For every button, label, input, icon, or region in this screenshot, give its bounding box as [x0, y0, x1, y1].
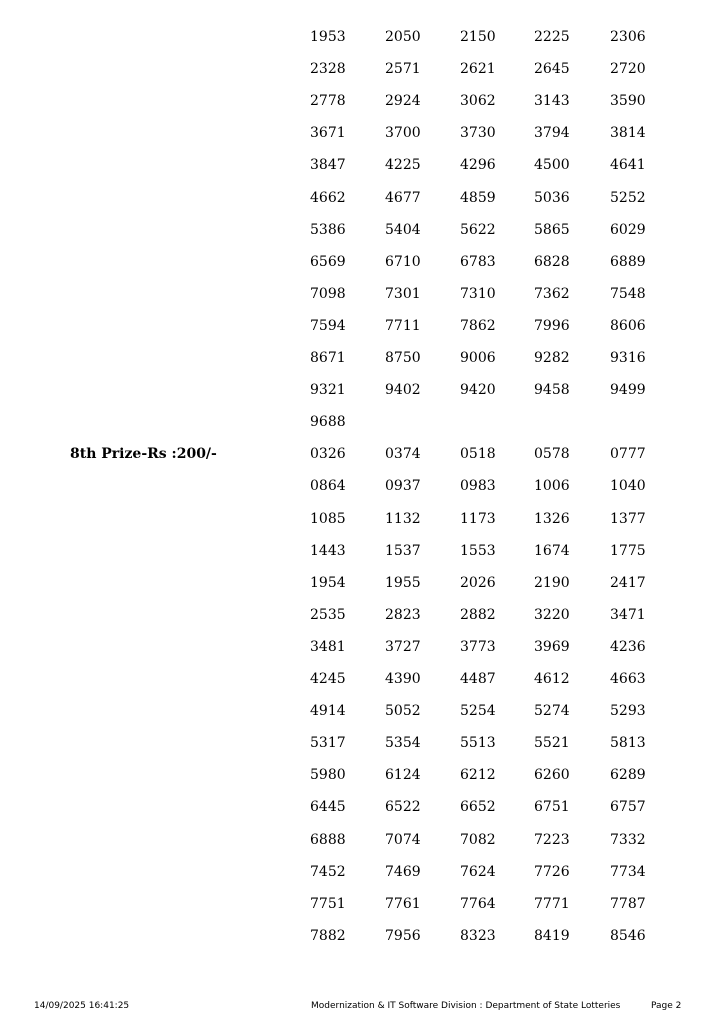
number-row	[0, 413, 724, 445]
ticket-number: 1006	[534, 478, 570, 495]
ticket-number: 5813	[610, 735, 646, 752]
ticket-number: 5521	[534, 735, 570, 752]
number-row	[0, 606, 724, 638]
ticket-number: 7787	[610, 895, 646, 912]
ticket-number: 4225	[385, 157, 421, 174]
number-row	[0, 702, 724, 734]
ticket-number: 5513	[460, 735, 496, 752]
ticket-number: 3814	[610, 125, 646, 142]
ticket-number: 5865	[534, 221, 570, 238]
ticket-number: 4662	[310, 189, 346, 206]
ticket-number: 0777	[610, 446, 646, 463]
ticket-number: 1674	[534, 542, 570, 559]
ticket-number: 5036	[534, 189, 570, 206]
ticket-number: 7734	[610, 863, 646, 880]
ticket-number: 1537	[385, 542, 421, 559]
ticket-number: 6445	[310, 799, 346, 816]
ticket-number: 4500	[534, 157, 570, 174]
ticket-number: 2306	[610, 29, 646, 45]
ticket-number: 7862	[460, 317, 496, 334]
ticket-number: 3727	[385, 638, 421, 655]
ticket-number: 4677	[385, 189, 421, 206]
ticket-number: 6522	[385, 799, 421, 816]
ticket-number: 9420	[460, 382, 496, 399]
ticket-number: 2026	[460, 574, 496, 591]
ticket-number: 1443	[310, 542, 346, 559]
number-row	[0, 766, 724, 798]
ticket-number: 9402	[385, 382, 421, 399]
ticket-number: 3143	[534, 93, 570, 110]
ticket-number: 7996	[534, 317, 570, 334]
ticket-number: 2150	[460, 29, 496, 45]
prize-label: 8th Prize-Rs :200/-	[70, 446, 217, 463]
ticket-number: 1953	[310, 29, 346, 45]
number-row	[0, 317, 724, 349]
ticket-number: 7882	[310, 927, 346, 944]
ticket-number: 3062	[460, 93, 496, 110]
ticket-number: 2645	[534, 61, 570, 78]
number-row	[0, 863, 724, 895]
number-row	[0, 734, 724, 766]
number-row	[0, 574, 724, 606]
number-row	[0, 189, 724, 221]
ticket-number: 3471	[610, 606, 646, 623]
ticket-number: 2924	[385, 93, 421, 110]
ticket-number: 4245	[310, 671, 346, 687]
ticket-number: 0578	[534, 446, 570, 463]
ticket-number: 1775	[610, 542, 646, 559]
ticket-number: 4296	[460, 157, 496, 174]
ticket-number: 6828	[534, 253, 570, 270]
ticket-number: 5622	[460, 221, 496, 238]
ticket-number: 0518	[460, 446, 496, 463]
ticket-number: 7074	[385, 831, 421, 848]
number-row	[0, 477, 724, 509]
ticket-number: 2535	[310, 606, 346, 623]
ticket-number: 2225	[534, 29, 570, 45]
ticket-number: 5980	[310, 767, 346, 784]
ticket-number: 2823	[385, 606, 421, 623]
ticket-number: 7771	[534, 895, 570, 912]
ticket-number: 8671	[310, 350, 346, 366]
ticket-number: 1085	[310, 510, 346, 527]
ticket-number: 9688	[310, 414, 346, 431]
ticket-number: 2778	[310, 93, 346, 110]
ticket-number: 2720	[610, 61, 646, 78]
number-row	[0, 124, 724, 156]
number-row	[0, 221, 724, 253]
ticket-number: 0983	[460, 478, 496, 495]
ticket-number: 6029	[610, 221, 646, 238]
ticket-number: 1132	[385, 510, 421, 527]
ticket-number: 5293	[610, 703, 646, 720]
ticket-number: 7362	[534, 285, 570, 302]
ticket-number: 2571	[385, 61, 421, 78]
page-footer	[0, 998, 724, 1014]
ticket-number: 5254	[460, 703, 496, 720]
ticket-number: 5317	[310, 735, 346, 752]
ticket-number: 7098	[310, 285, 346, 302]
ticket-number: 7761	[385, 895, 421, 912]
ticket-number: 9499	[610, 382, 646, 399]
ticket-number: 7764	[460, 895, 496, 912]
ticket-number: 6652	[460, 799, 496, 816]
ticket-number: 5404	[385, 221, 421, 238]
ticket-number: 6289	[610, 767, 646, 784]
ticket-number: 5052	[385, 703, 421, 720]
ticket-number: 6710	[385, 253, 421, 270]
ticket-number: 7594	[310, 317, 346, 334]
ticket-number: 7624	[460, 863, 496, 880]
ticket-number: 7711	[385, 317, 421, 334]
ticket-number: 1955	[385, 574, 421, 591]
number-row	[0, 895, 724, 927]
ticket-number: 6889	[610, 253, 646, 270]
ticket-number: 7956	[385, 927, 421, 944]
ticket-number: 3481	[310, 638, 346, 655]
ticket-number: 7310	[460, 285, 496, 302]
ticket-number: 5274	[534, 703, 570, 720]
ticket-number: 9006	[460, 350, 496, 366]
number-row	[0, 156, 724, 188]
number-row	[0, 510, 724, 542]
ticket-number: 2328	[310, 61, 346, 78]
ticket-number: 4236	[610, 638, 646, 655]
number-row	[0, 670, 724, 702]
ticket-number: 7301	[385, 285, 421, 302]
ticket-number: 9282	[534, 350, 570, 366]
ticket-number: 7452	[310, 863, 346, 880]
ticket-number: 1954	[310, 574, 346, 591]
ticket-number: 0374	[385, 446, 421, 463]
number-row	[0, 927, 724, 959]
number-row	[0, 381, 724, 413]
ticket-number: 8323	[460, 927, 496, 944]
ticket-number: 6260	[534, 767, 570, 784]
ticket-number: 1326	[534, 510, 570, 527]
number-row	[0, 253, 724, 285]
ticket-number: 2621	[460, 61, 496, 78]
ticket-number: 6783	[460, 253, 496, 270]
number-row	[0, 831, 724, 863]
ticket-number: 2190	[534, 574, 570, 591]
ticket-number: 4914	[310, 703, 346, 720]
ticket-number: 4487	[460, 671, 496, 687]
ticket-number: 1553	[460, 542, 496, 559]
ticket-number: 0937	[385, 478, 421, 495]
ticket-number: 4663	[610, 671, 646, 687]
ticket-number: 6569	[310, 253, 346, 270]
ticket-number: 3700	[385, 125, 421, 142]
number-row	[0, 542, 724, 574]
ticket-number: 3590	[610, 93, 646, 110]
ticket-number: 5354	[385, 735, 421, 752]
number-row	[0, 798, 724, 830]
ticket-number: 3730	[460, 125, 496, 142]
number-row	[0, 28, 724, 60]
ticket-number: 7082	[460, 831, 496, 848]
ticket-number: 2882	[460, 606, 496, 623]
number-row	[0, 638, 724, 670]
ticket-number: 9321	[310, 382, 346, 399]
number-row	[0, 349, 724, 381]
ticket-number: 6124	[385, 767, 421, 784]
ticket-number: 3794	[534, 125, 570, 142]
ticket-number: 6888	[310, 831, 346, 848]
ticket-number: 1173	[460, 510, 496, 527]
ticket-number: 7548	[610, 285, 646, 302]
number-row	[0, 445, 724, 477]
ticket-number: 8606	[610, 317, 646, 334]
ticket-number: 3671	[310, 125, 346, 142]
ticket-number: 7223	[534, 831, 570, 848]
ticket-number: 1040	[610, 478, 646, 495]
ticket-number: 0864	[310, 478, 346, 495]
ticket-number: 4859	[460, 189, 496, 206]
ticket-number: 3220	[534, 606, 570, 623]
number-row	[0, 285, 724, 317]
number-row	[0, 60, 724, 92]
ticket-number: 3773	[460, 638, 496, 655]
ticket-number: 4641	[610, 157, 646, 174]
footer-organization: Modernization & IT Software Division : Department of State Lotteries	[311, 1001, 621, 1011]
ticket-number: 3969	[534, 638, 570, 655]
ticket-number: 3847	[310, 157, 346, 174]
ticket-number: 9458	[534, 382, 570, 399]
ticket-number: 8419	[534, 927, 570, 944]
ticket-number: 8750	[385, 350, 421, 366]
ticket-number: 4612	[534, 671, 570, 687]
footer-datetime: 14/09/2025 16:41:25	[34, 1001, 130, 1011]
ticket-number: 8546	[610, 927, 646, 944]
ticket-number: 7751	[310, 895, 346, 912]
ticket-number: 5252	[610, 189, 646, 206]
ticket-number: 7469	[385, 863, 421, 880]
ticket-number: 5386	[310, 221, 346, 238]
ticket-number: 2417	[610, 574, 646, 591]
ticket-number: 6212	[460, 767, 496, 784]
ticket-number: 4390	[385, 671, 421, 687]
ticket-number: 6757	[610, 799, 646, 816]
ticket-number: 1377	[610, 510, 646, 527]
number-row	[0, 92, 724, 124]
footer-page-number: Page 2	[651, 1001, 682, 1011]
ticket-number: 7726	[534, 863, 570, 880]
ticket-number: 7332	[610, 831, 646, 848]
ticket-number: 6751	[534, 799, 570, 816]
ticket-number: 0326	[310, 446, 346, 463]
ticket-number: 9316	[610, 350, 646, 366]
ticket-number: 2050	[385, 29, 421, 45]
